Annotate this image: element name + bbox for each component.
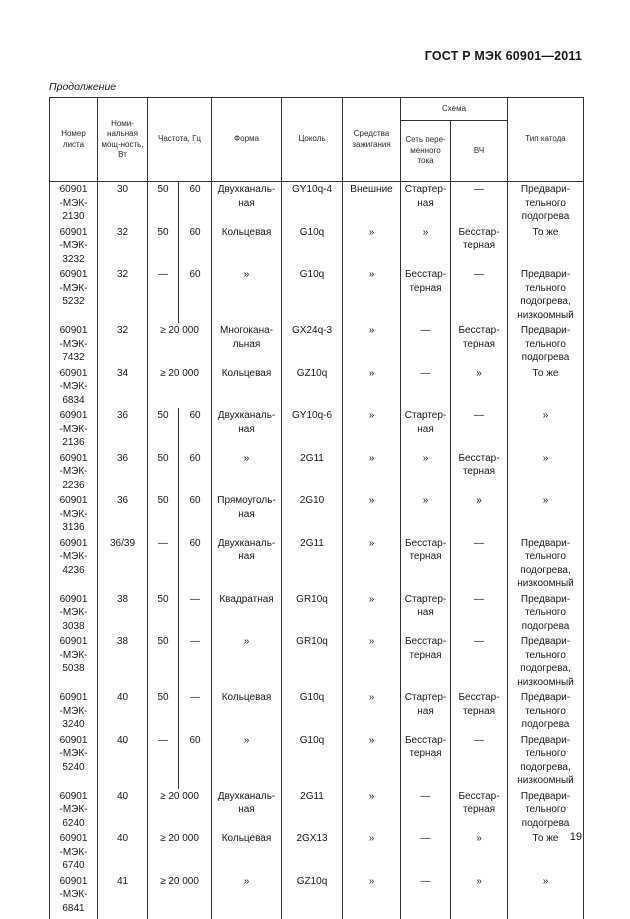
header-ignition: Средства зажигания (343, 98, 401, 182)
table-row (50, 267, 584, 323)
cell-shape: » (212, 733, 282, 789)
cell-cathode: Предвари- тельного подогрева (508, 592, 584, 635)
cell-base: GY10q-4 (282, 182, 343, 225)
cell-base: G10q (282, 733, 343, 789)
cell-ignition: » (343, 451, 401, 494)
cell-frequency-60: — (179, 592, 212, 635)
cell-frequency: ≥ 20 000 (148, 323, 212, 366)
header-ac-mains: Сеть пере-менного тока (401, 121, 451, 182)
cell-sheet-number: 60901 -МЭК- 3240 (50, 690, 98, 733)
cell-frequency: ≥ 20 000 (148, 874, 212, 919)
cell-hf-scheme: — (451, 182, 508, 225)
cell-cathode: Предвари- тельного подогрева (508, 323, 584, 366)
header-shape: Форма (212, 98, 282, 182)
cell-ac-scheme: — (401, 831, 451, 874)
cell-cathode: » (508, 451, 584, 494)
cell-shape: Двухканаль- ная (212, 789, 282, 832)
cell-base: 2G11 (282, 451, 343, 494)
table-row (50, 874, 584, 919)
cell-shape: Кольцевая (212, 225, 282, 268)
header-frequency: Частота, Гц (148, 98, 212, 182)
cell-power: 40 (98, 690, 148, 733)
cell-ac-scheme: — (401, 366, 451, 409)
cell-frequency-60: 60 (179, 225, 212, 268)
cell-cathode: То же (508, 831, 584, 874)
cell-ac-scheme: » (401, 451, 451, 494)
table-row (50, 733, 584, 789)
cell-frequency-60: 60 (179, 536, 212, 592)
cell-frequency-50: — (148, 536, 179, 592)
cell-base: 2GX13 (282, 831, 343, 874)
cell-ac-scheme: Бесстар- терная (401, 634, 451, 690)
cell-hf-scheme: » (451, 493, 508, 536)
cell-base: GX24q-3 (282, 323, 343, 366)
document-code: ГОСТ Р МЭК 60901—2011 (425, 49, 582, 63)
cell-base: GY10q-6 (282, 408, 343, 451)
cell-shape: Кольцевая (212, 690, 282, 733)
cell-cathode: Предвари- тельного подогрева, низкоомный (508, 634, 584, 690)
cell-cathode: Предвари- тельного подогрева, низкоомный (508, 733, 584, 789)
cell-cathode: Предвари- тельного подогрева, низкоомный (508, 536, 584, 592)
lamp-data-table (49, 97, 584, 919)
table-row (50, 451, 584, 494)
cell-hf-scheme: » (451, 366, 508, 409)
cell-cathode: Предвари- тельного подогрева (508, 182, 584, 225)
cell-base: G10q (282, 225, 343, 268)
cell-frequency-60: — (179, 634, 212, 690)
cell-ignition: » (343, 789, 401, 832)
cell-ac-scheme: Бесстар- терная (401, 536, 451, 592)
cell-shape: Двухканаль- ная (212, 408, 282, 451)
cell-frequency-60: 60 (179, 451, 212, 494)
cell-frequency-50: — (148, 733, 179, 789)
cell-shape: » (212, 874, 282, 919)
cell-cathode: То же (508, 225, 584, 268)
cell-sheet-number: 60901 -МЭК- 3038 (50, 592, 98, 635)
cell-frequency: ≥ 20 000 (148, 831, 212, 874)
cell-sheet-number: 60901 -МЭК- 6240 (50, 789, 98, 832)
cell-ignition: » (343, 831, 401, 874)
cell-ignition: Внешние (343, 182, 401, 225)
cell-power: 32 (98, 225, 148, 268)
header-base: Цоколь (282, 98, 343, 182)
cell-sheet-number: 60901 -МЭК- 2136 (50, 408, 98, 451)
header-hf: ВЧ (451, 121, 508, 182)
table-row (50, 536, 584, 592)
table-row (50, 225, 584, 268)
cell-frequency-60: 60 (179, 733, 212, 789)
cell-ac-scheme: Стартер- ная (401, 690, 451, 733)
cell-cathode: » (508, 493, 584, 536)
cell-power: 34 (98, 366, 148, 409)
cell-cathode: Предвари- тельного подогрева, низкоомный (508, 267, 584, 323)
cell-cathode: То же (508, 366, 584, 409)
cell-power: 32 (98, 323, 148, 366)
cell-power: 38 (98, 592, 148, 635)
cell-power: 40 (98, 831, 148, 874)
cell-sheet-number: 60901 -МЭК- 6841 (50, 874, 98, 919)
table-row (50, 831, 584, 874)
cell-shape: Квадратная (212, 592, 282, 635)
cell-hf-scheme: — (451, 267, 508, 323)
cell-sheet-number: 60901 -МЭК- 3232 (50, 225, 98, 268)
header-power: Номи-нальная мощ-ность, Вт (98, 98, 148, 182)
cell-frequency-60: 60 (179, 408, 212, 451)
cell-sheet-number: 60901 -МЭК- 5232 (50, 267, 98, 323)
cell-hf-scheme: — (451, 592, 508, 635)
table-row (50, 366, 584, 409)
header-cathode: Тип катода (508, 98, 584, 182)
cell-hf-scheme: Бесстар- терная (451, 690, 508, 733)
cell-sheet-number: 60901 -МЭК- 6740 (50, 831, 98, 874)
cell-base: 2G10 (282, 493, 343, 536)
cell-ac-scheme: » (401, 225, 451, 268)
cell-ignition: » (343, 366, 401, 409)
cell-hf-scheme: Бесстар- терная (451, 225, 508, 268)
cell-hf-scheme: Бесстар- терная (451, 789, 508, 832)
cell-ac-scheme: Бесстар- терная (401, 267, 451, 323)
cell-ignition: » (343, 690, 401, 733)
cell-shape: Многокана- льная (212, 323, 282, 366)
cell-power: 40 (98, 733, 148, 789)
cell-frequency-50: — (148, 267, 179, 323)
cell-power: 36/39 (98, 536, 148, 592)
table-row (50, 182, 584, 225)
cell-cathode: Предвари- тельного подогрева (508, 690, 584, 733)
cell-hf-scheme: — (451, 536, 508, 592)
cell-sheet-number: 60901 -МЭК- 2130 (50, 182, 98, 225)
cell-ignition: » (343, 536, 401, 592)
table-row (50, 789, 584, 832)
cell-frequency-50: 50 (148, 634, 179, 690)
cell-cathode: » (508, 874, 584, 919)
cell-hf-scheme: Бесстар- терная (451, 451, 508, 494)
cell-base: GR10q (282, 634, 343, 690)
cell-frequency-50: 50 (148, 182, 179, 225)
cell-base: 2G11 (282, 789, 343, 832)
cell-frequency-60: 60 (179, 182, 212, 225)
table-row (50, 592, 584, 635)
cell-sheet-number: 60901 -МЭК- 2236 (50, 451, 98, 494)
header-sheet: Номер листа (50, 98, 98, 182)
cell-sheet-number: 60901 -МЭК- 5240 (50, 733, 98, 789)
cell-power: 36 (98, 408, 148, 451)
cell-sheet-number: 60901 -МЭК- 4236 (50, 536, 98, 592)
cell-frequency: ≥ 20 000 (148, 789, 212, 832)
cell-shape: Кольцевая (212, 831, 282, 874)
cell-sheet-number: 60901 -МЭК- 6834 (50, 366, 98, 409)
cell-cathode: » (508, 408, 584, 451)
table-row (50, 634, 584, 690)
cell-ac-scheme: » (401, 493, 451, 536)
cell-base: GZ10q (282, 874, 343, 919)
cell-frequency-50: 50 (148, 493, 179, 536)
cell-power: 36 (98, 493, 148, 536)
cell-frequency: ≥ 20 000 (148, 366, 212, 409)
cell-ac-scheme: Стартер- ная (401, 592, 451, 635)
cell-ac-scheme: — (401, 874, 451, 919)
cell-base: 2G11 (282, 536, 343, 592)
cell-base: GZ10q (282, 366, 343, 409)
continuation-label: Продолжение (49, 81, 116, 93)
cell-frequency-50: 50 (148, 451, 179, 494)
cell-hf-scheme: » (451, 874, 508, 919)
page-number: 19 (570, 831, 582, 843)
cell-hf-scheme: » (451, 831, 508, 874)
cell-sheet-number: 60901 -МЭК- 3136 (50, 493, 98, 536)
cell-sheet-number: 60901 -МЭК- 7432 (50, 323, 98, 366)
cell-base: G10q (282, 690, 343, 733)
cell-base: G10q (282, 267, 343, 323)
cell-ac-scheme: — (401, 323, 451, 366)
cell-shape: » (212, 634, 282, 690)
table-row (50, 690, 584, 733)
cell-power: 32 (98, 267, 148, 323)
cell-hf-scheme: — (451, 634, 508, 690)
cell-shape: Двухканаль- ная (212, 536, 282, 592)
cell-power: 30 (98, 182, 148, 225)
cell-ac-scheme: Бесстар- терная (401, 733, 451, 789)
cell-sheet-number: 60901 -МЭК- 5038 (50, 634, 98, 690)
cell-ignition: » (343, 323, 401, 366)
cell-ignition: » (343, 225, 401, 268)
cell-frequency-60: 60 (179, 493, 212, 536)
cell-ignition: » (343, 634, 401, 690)
header-scheme: Схема (401, 98, 508, 121)
cell-shape: Прямоуголь- ная (212, 493, 282, 536)
cell-hf-scheme: — (451, 733, 508, 789)
cell-ac-scheme: Стартер- ная (401, 408, 451, 451)
cell-frequency-60: 60 (179, 267, 212, 323)
cell-ignition: » (343, 493, 401, 536)
cell-hf-scheme: — (451, 408, 508, 451)
cell-ignition: » (343, 267, 401, 323)
cell-shape: » (212, 451, 282, 494)
cell-power: 36 (98, 451, 148, 494)
cell-shape: Двухканаль- ная (212, 182, 282, 225)
cell-ignition: » (343, 408, 401, 451)
cell-frequency-50: 50 (148, 592, 179, 635)
cell-frequency-50: 50 (148, 225, 179, 268)
cell-power: 38 (98, 634, 148, 690)
cell-power: 41 (98, 874, 148, 919)
table-row (50, 493, 584, 536)
cell-ignition: » (343, 733, 401, 789)
cell-shape: » (212, 267, 282, 323)
table-row (50, 323, 584, 366)
cell-ignition: » (343, 874, 401, 919)
cell-frequency-50: 50 (148, 408, 179, 451)
cell-hf-scheme: Бесстар- терная (451, 323, 508, 366)
cell-base: GR10q (282, 592, 343, 635)
cell-ignition: » (343, 592, 401, 635)
cell-shape: Кольцевая (212, 366, 282, 409)
cell-frequency-60: — (179, 690, 212, 733)
cell-power: 40 (98, 789, 148, 832)
cell-cathode: Предвари- тельного подогрева (508, 789, 584, 832)
cell-frequency-50: 50 (148, 690, 179, 733)
cell-ac-scheme: — (401, 789, 451, 832)
cell-ac-scheme: Стартер- ная (401, 182, 451, 225)
table-row (50, 408, 584, 451)
